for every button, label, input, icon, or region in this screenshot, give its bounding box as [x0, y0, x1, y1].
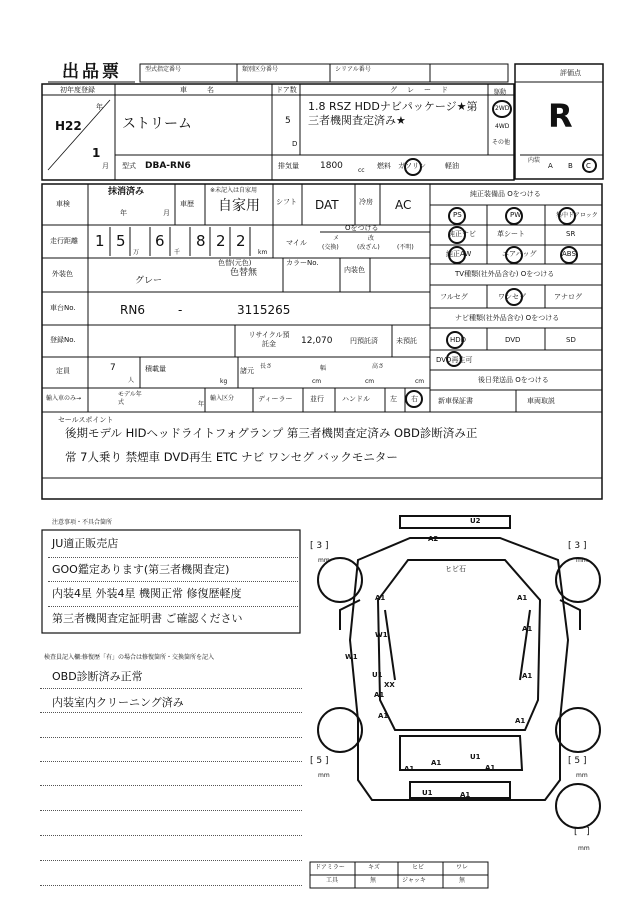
nendo-label: 初年度登録 — [60, 86, 95, 94]
damage-mark: ヒビ石 — [445, 565, 466, 573]
capacity-unit: 人 — [128, 377, 135, 384]
field-katashiki-shitei: 型式指定番号 — [145, 66, 182, 73]
odometer-digit: 8 — [196, 232, 206, 250]
load-label: 積載量 — [145, 365, 166, 373]
shift-label: シフト — [276, 198, 297, 206]
right-label: 右 — [411, 395, 418, 403]
chassis-label: 車台No. — [50, 304, 76, 312]
first-reg-month: 1 — [92, 146, 101, 160]
cc-label: cc — [358, 167, 365, 174]
import-label: 輸入車のみ→ — [46, 395, 82, 402]
equip-navi: 純正ナビ — [448, 230, 476, 238]
divider — [40, 688, 302, 689]
odometer-digit: 6 — [155, 232, 165, 250]
door-label: ドア数 — [276, 86, 297, 94]
km-label: km — [258, 249, 268, 256]
capacity-label: 定員 — [56, 367, 70, 375]
chassis-number: 3115265 — [237, 303, 291, 317]
legend-h4: ワレ — [456, 864, 469, 871]
opt1-label: (交換) — [322, 244, 339, 251]
equip-leather: 革シート — [497, 230, 525, 238]
field-serial: シリアル番号 — [335, 66, 371, 73]
navi-hdd: HDD — [450, 336, 467, 344]
door-d: D — [292, 140, 298, 148]
damage-mark: A1 — [378, 712, 389, 720]
damage-mark: A1 — [460, 791, 471, 799]
circle-mark — [505, 207, 523, 225]
legend-h2: キズ — [368, 864, 380, 871]
recycle-label: リサイクル預託金 — [248, 331, 290, 348]
damage-mark: U1 — [372, 671, 383, 679]
shaken-tsuki: 月 — [163, 209, 170, 217]
nen-label: 年 — [96, 103, 103, 111]
kudo-label: 駆動 — [494, 89, 507, 96]
cm-len: cm — [312, 378, 322, 385]
damage-mark: A1 — [517, 594, 528, 602]
equip-title: 純正装備品 Oをつける — [470, 190, 541, 198]
dvd-play: DVD再生可 — [436, 356, 473, 364]
divider — [40, 860, 302, 861]
circle-mark — [448, 226, 466, 244]
damage-mark: U1 — [470, 753, 481, 761]
after-manual: 車両取説 — [527, 397, 555, 405]
change-value: 色替無 — [230, 268, 258, 278]
shareki-value: 自家用 — [218, 198, 260, 214]
katashiki-label: 型式 — [122, 162, 136, 170]
opt2-label: (改ざん) — [357, 244, 380, 251]
chassis-prefix: RN6 — [120, 303, 145, 317]
damage-mark: U2 — [470, 517, 481, 525]
colorno-label: カラーNo. — [286, 259, 319, 267]
circle-mark — [448, 246, 466, 264]
tire-depth-fr: [ 3 ] — [568, 541, 587, 551]
grade-text: 1.8 RSZ HDDナビパッケージ★第三者機関査定済み★ — [308, 100, 478, 127]
tv-fullseg: フルセグ — [440, 293, 468, 301]
tsuki-label: 月 — [102, 162, 109, 170]
handle-label: ハンドル — [342, 395, 370, 403]
grade-label: グレード — [390, 86, 458, 94]
damage-mark: A1 — [404, 765, 415, 773]
circle-mark — [448, 207, 466, 225]
cm-height: cm — [415, 378, 425, 385]
naiso-c: C — [586, 162, 591, 170]
circle-mark — [560, 246, 578, 264]
form-title: 出品票 — [62, 62, 122, 82]
opt2-mark: 改 — [368, 235, 375, 242]
damage-mark: A1 — [522, 672, 533, 680]
damage-mark: A1 — [431, 759, 442, 767]
color-label: 外装色 — [52, 270, 73, 278]
nenryo-gas: ガソリン — [398, 162, 426, 170]
reibo-label: 冷房 — [359, 198, 373, 206]
equip-aw: 純正AW — [446, 250, 472, 258]
color-value: グレー — [135, 276, 163, 286]
len-label: 長さ — [260, 363, 273, 370]
change-label: 色替(元色) — [218, 259, 252, 267]
inspector-line: 内装室内クリーニング済み — [52, 696, 184, 709]
heiko-label: 並行 — [310, 395, 324, 403]
naiso-a: A — [548, 162, 553, 170]
recycle-value: 12,070 — [301, 336, 333, 346]
inspector-label: 検査員記入欄:修復歴「有」の場合は修復箇所・交換箇所を記入 — [44, 654, 215, 661]
naiso-label: 内装 — [528, 157, 541, 164]
circle-mark — [492, 100, 512, 118]
shaken-value: 抹消済み — [108, 187, 145, 197]
tv-analog: アナログ — [554, 293, 582, 301]
odometer-digit: 1 — [95, 232, 105, 250]
equip-abs: ABS — [562, 250, 576, 258]
equip-airbag: エアバッグ — [502, 250, 537, 258]
divider — [40, 835, 302, 836]
hyoka-score: R — [548, 97, 573, 135]
note-line: 内装4星 外装4星 機関正常 修復歴軽度 — [52, 587, 242, 600]
chassis-dash: - — [178, 303, 183, 317]
divider — [40, 712, 302, 713]
height-label: 高さ — [372, 363, 385, 370]
circle-mark — [446, 331, 467, 349]
legend-h1: ドアミラー — [315, 864, 345, 871]
after-warranty: 新車保証書 — [438, 397, 473, 405]
hyoka-label: 評価点 — [560, 69, 581, 77]
equip-sr: SR — [566, 230, 576, 238]
sales-label: セールスポイント — [58, 416, 114, 424]
divider — [40, 737, 302, 738]
note-line: JU適正販売店 — [52, 537, 119, 550]
circle-mark — [405, 390, 423, 408]
mm-label: mm — [578, 845, 590, 852]
navi-dvd: DVD — [505, 336, 521, 344]
note-line: GOO鑑定あります(第三者機関査定) — [52, 563, 230, 576]
tv-title: TV種類(社外品含む) Oをつける — [455, 270, 555, 278]
tv-oneseg: ワンセグ — [498, 293, 526, 301]
divider — [40, 761, 302, 762]
navi-sd: SD — [566, 336, 576, 344]
tire-depth-fl: [ 3 ] — [310, 541, 329, 551]
door-count: 5 — [285, 116, 291, 126]
damage-mark: W1 — [375, 631, 388, 639]
opt1-mark: メ — [333, 235, 340, 242]
reibo-value: AC — [395, 198, 412, 212]
equip-ps: PS — [453, 211, 462, 219]
haiki-value: 1800 — [320, 161, 343, 171]
kg-label: kg — [220, 378, 228, 385]
tire-depth-rr: [ 5 ] — [568, 756, 587, 766]
kubun-label: 輸入区分 — [210, 395, 235, 402]
divider — [48, 606, 298, 607]
note-line: 第三者機関査定証明書 ご確認ください — [52, 612, 243, 625]
kudo-2wd: 2WD — [495, 105, 510, 112]
damage-mark: W1 — [345, 653, 358, 661]
legend-r4: 無 — [459, 877, 466, 884]
damage-mark: A1 — [374, 691, 385, 699]
legend-h3: ヒビ — [412, 864, 425, 871]
circle-note: Oをつける — [345, 224, 379, 232]
yen-label: 円預託済 — [350, 337, 378, 345]
odometer-digit: 5 — [116, 232, 126, 250]
navi-title: ナビ種類(社外品含む) Oをつける — [455, 314, 560, 322]
left-label: 左 — [390, 395, 397, 403]
damage-mark: A1 — [515, 717, 526, 725]
shaken-label: 車検 — [56, 200, 70, 208]
mm-label: mm — [318, 772, 330, 779]
car-diagram — [318, 516, 600, 828]
circle-mark — [558, 207, 576, 225]
width-label: 幅 — [320, 365, 327, 372]
distance-label: 走行距離 — [50, 237, 78, 245]
register-label: 登録No. — [50, 336, 76, 344]
nenryo-label: 燃料 — [377, 162, 391, 170]
damage-mark: A1 — [485, 764, 496, 772]
field-ruibetsu: 類別区分番号 — [242, 66, 279, 73]
sales-line1: 後期モデル HIDヘッドライトフォグランプ 第三者機関査定済み OBD診断済み正 — [65, 426, 478, 440]
equip-pw: PW — [510, 211, 522, 219]
mm-label: mm — [318, 557, 330, 564]
circle-mark — [582, 158, 597, 173]
divider — [48, 557, 298, 558]
kudo-other: その他 — [492, 139, 511, 146]
shift-value: DAT — [315, 198, 339, 212]
damage-mark: U1 — [422, 789, 433, 797]
kudo-4wd: 4WD — [495, 123, 510, 130]
circle-mark — [446, 351, 462, 367]
divider — [40, 810, 302, 811]
damage-mark: XX — [384, 681, 395, 689]
car-name: ストリーム — [122, 116, 192, 132]
mm-label: mm — [576, 557, 588, 564]
damage-mark: A1 — [375, 594, 386, 602]
shaken-nen: 年 — [120, 209, 127, 217]
divider — [40, 785, 302, 786]
model-nen: 年 — [198, 401, 205, 408]
divider — [40, 885, 302, 886]
after-title: 後日発送品 Oをつける — [478, 376, 549, 384]
inspector-line: OBD診断済み正常 — [52, 670, 143, 683]
legend-r2: 無 — [370, 877, 377, 884]
first-reg-year: H22 — [55, 119, 82, 133]
mile-label: マイル — [286, 239, 307, 247]
equip-doorlock: 集中ドアロック — [556, 212, 598, 219]
tire-depth-rl: [ 5 ] — [310, 756, 329, 766]
keiyu-label: 軽油 — [445, 162, 459, 170]
katashiki-value: DBA-RN6 — [145, 161, 191, 171]
divider — [48, 581, 298, 582]
cm-width: cm — [365, 378, 375, 385]
damage-mark: A2 — [428, 535, 439, 543]
dims-label: 諸元 — [240, 367, 254, 375]
notes-label: 注意事項・不具合箇所 — [52, 519, 113, 526]
shareki-note: ※未記入は自家用 — [210, 187, 258, 194]
circle-mark — [404, 158, 422, 176]
odometer-digit: 2 — [236, 232, 246, 250]
shamei-label: 車名 — [180, 86, 234, 94]
model-label: モデル年式 — [118, 391, 142, 406]
capacity-value: 7 — [110, 363, 116, 373]
naiso-b: B — [568, 162, 573, 170]
man-label: 万 — [133, 249, 140, 256]
legend-r1: 工具 — [326, 877, 339, 884]
damage-mark: A1 — [522, 625, 533, 633]
naiso-color-label: 内装色 — [344, 266, 365, 274]
odometer-digit: 2 — [216, 232, 226, 250]
circle-mark — [505, 246, 523, 264]
sen-label: 千 — [174, 249, 181, 256]
dealer-label: ディーラー — [258, 395, 293, 403]
tire-depth-spare: [ ] — [574, 827, 590, 837]
mm-label: mm — [576, 772, 588, 779]
circle-mark — [505, 288, 523, 306]
sales-line2: 常 7人乗り 禁煙車 DVD再生 ETC ナビ ワンセグ バックモニター — [65, 450, 398, 464]
shareki-label: 車歴 — [180, 200, 194, 208]
haiki-label: 排気量 — [278, 162, 299, 170]
opt3-label: (不明) — [397, 244, 414, 251]
mi-label: 未預託 — [396, 337, 417, 345]
legend-r3: ジャッキ — [402, 877, 426, 884]
